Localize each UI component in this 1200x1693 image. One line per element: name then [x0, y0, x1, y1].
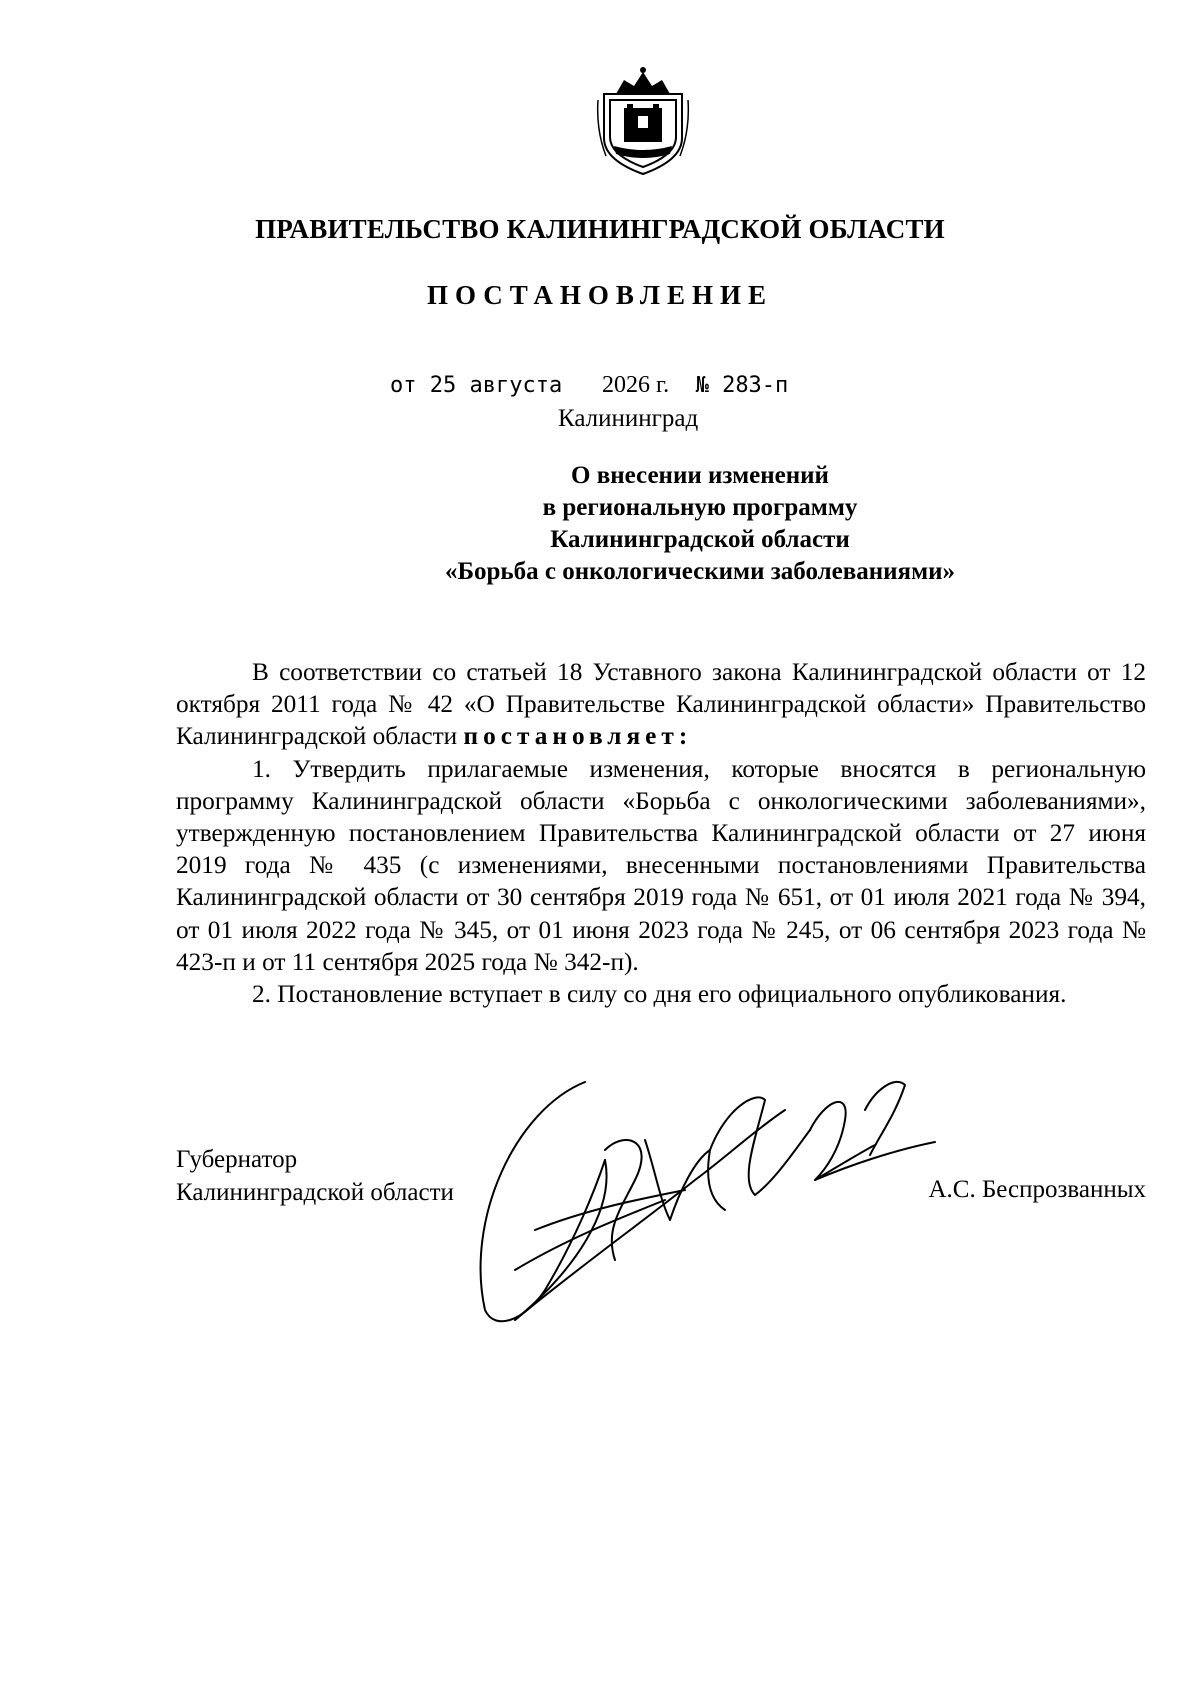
title-line: «Борьба с онкологическими заболеваниями»	[444, 558, 956, 585]
document-city: Калининград	[558, 405, 699, 432]
document-date-line	[390, 372, 788, 399]
document-year: 2026 г.	[601, 372, 670, 398]
intro-paragraph	[176, 656, 1146, 753]
item-1-paragraph: 1. Утвердить прилагаемые изменения, которые вносятся в региональную программу Калининградской области «Борьба с онкологическими заболеваниями», утвержденную постановлением Правительства Калининградской области от 27 июня 2019 года № 435 (с изменениями, внесенными постановлениями Правительства Калининградской области от 30 сентября 2019 года № 651, от 01 июля 2021 года № 394, от 01 июля 2022 года № 345, от 01 июня 2023 года № 245, от 06 сентября 2023 года № 423-п и от 11 сентября 2025 года № 342-п).	[176, 754, 1146, 976]
coat-of-arms-icon	[594, 60, 692, 178]
title-line: О внесении изменений	[571, 462, 829, 489]
position-line: Губернатор	[176, 1146, 298, 1173]
document-title	[300, 460, 1100, 588]
title-line: Калининградской области	[550, 526, 850, 553]
document-body	[176, 656, 1146, 1010]
signatory-name: А.С. Беспрозванных	[928, 1176, 1146, 1203]
organization-name: ПРАВИТЕЛЬСТВО КАЛИНИНГРАДСКОЙ ОБЛАСТИ	[255, 214, 945, 244]
decree-word: постановляет:	[463, 722, 693, 751]
handwritten-signature	[455, 1070, 975, 1340]
document-date: от 25 августа	[390, 373, 563, 398]
item-2-paragraph: 2. Постановление вступает в силу со дня его официального опубликования.	[252, 980, 1067, 1009]
document-number: № 283-п	[695, 373, 789, 398]
signatory-position	[176, 1143, 454, 1209]
document-type: ПОСТАНОВЛЕНИЕ	[426, 280, 774, 310]
position-line: Калининградской области	[176, 1179, 454, 1206]
title-line: в региональную программу	[542, 494, 858, 521]
intro-text: В соответствии со статьей 18 Уставного закона Калининградской области от 12 октября 2011 года № 42 «О Правительстве Калининградской области» Правительство Калининградской области	[176, 658, 1146, 751]
